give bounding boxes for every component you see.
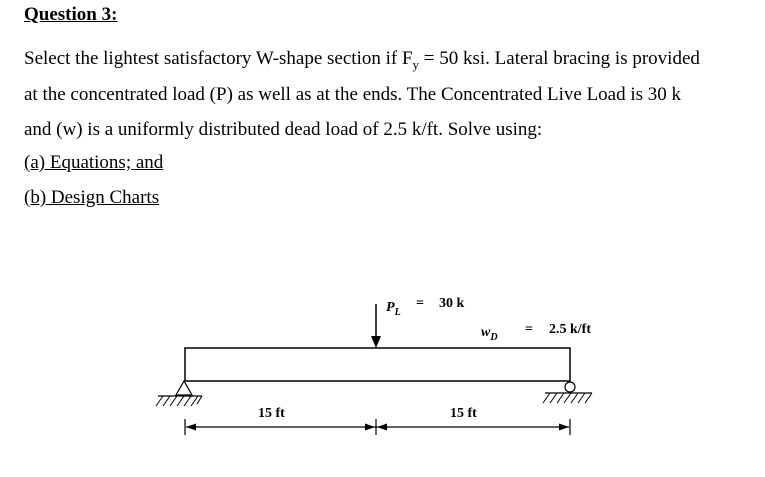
span-left-label: 15 ft xyxy=(258,406,285,421)
problem-text-line-1-a: Select the lightest satisfactory W-shape section if F xyxy=(24,48,413,69)
point-load-value: 30 k xyxy=(439,296,465,311)
fy-subscript: y xyxy=(412,56,420,72)
dist-load-eq: = xyxy=(525,322,533,337)
point-load-eq: = xyxy=(416,296,424,311)
point-load-arrow xyxy=(371,304,381,348)
beam xyxy=(185,348,570,381)
dist-load-value: 2.5 k/ft xyxy=(549,322,591,337)
part-a: (a) Equations; and xyxy=(24,152,164,173)
part-b: (b) Design Charts xyxy=(24,187,160,208)
dimension-line xyxy=(185,419,570,435)
question-heading: Question 3: xyxy=(24,4,118,25)
problem-text-line-2: at the concentrated load (P) as well as at the ends. The Concentrated Live Load is 30 k xyxy=(24,84,682,105)
point-load-symbol: $P_L$ xyxy=(386,300,401,318)
problem-text-line-3: and (w) is a uniformly distributed dead load of 2.5 k/ft. Solve using: xyxy=(24,119,543,140)
dist-load-symbol: $w_D$ xyxy=(481,325,498,343)
left-pin-support xyxy=(156,381,202,406)
right-roller-support xyxy=(543,382,592,403)
problem-text-line-1-b: = 50 ksi. Lateral bracing is provided xyxy=(419,48,700,69)
span-right-label: 15 ft xyxy=(450,406,477,421)
